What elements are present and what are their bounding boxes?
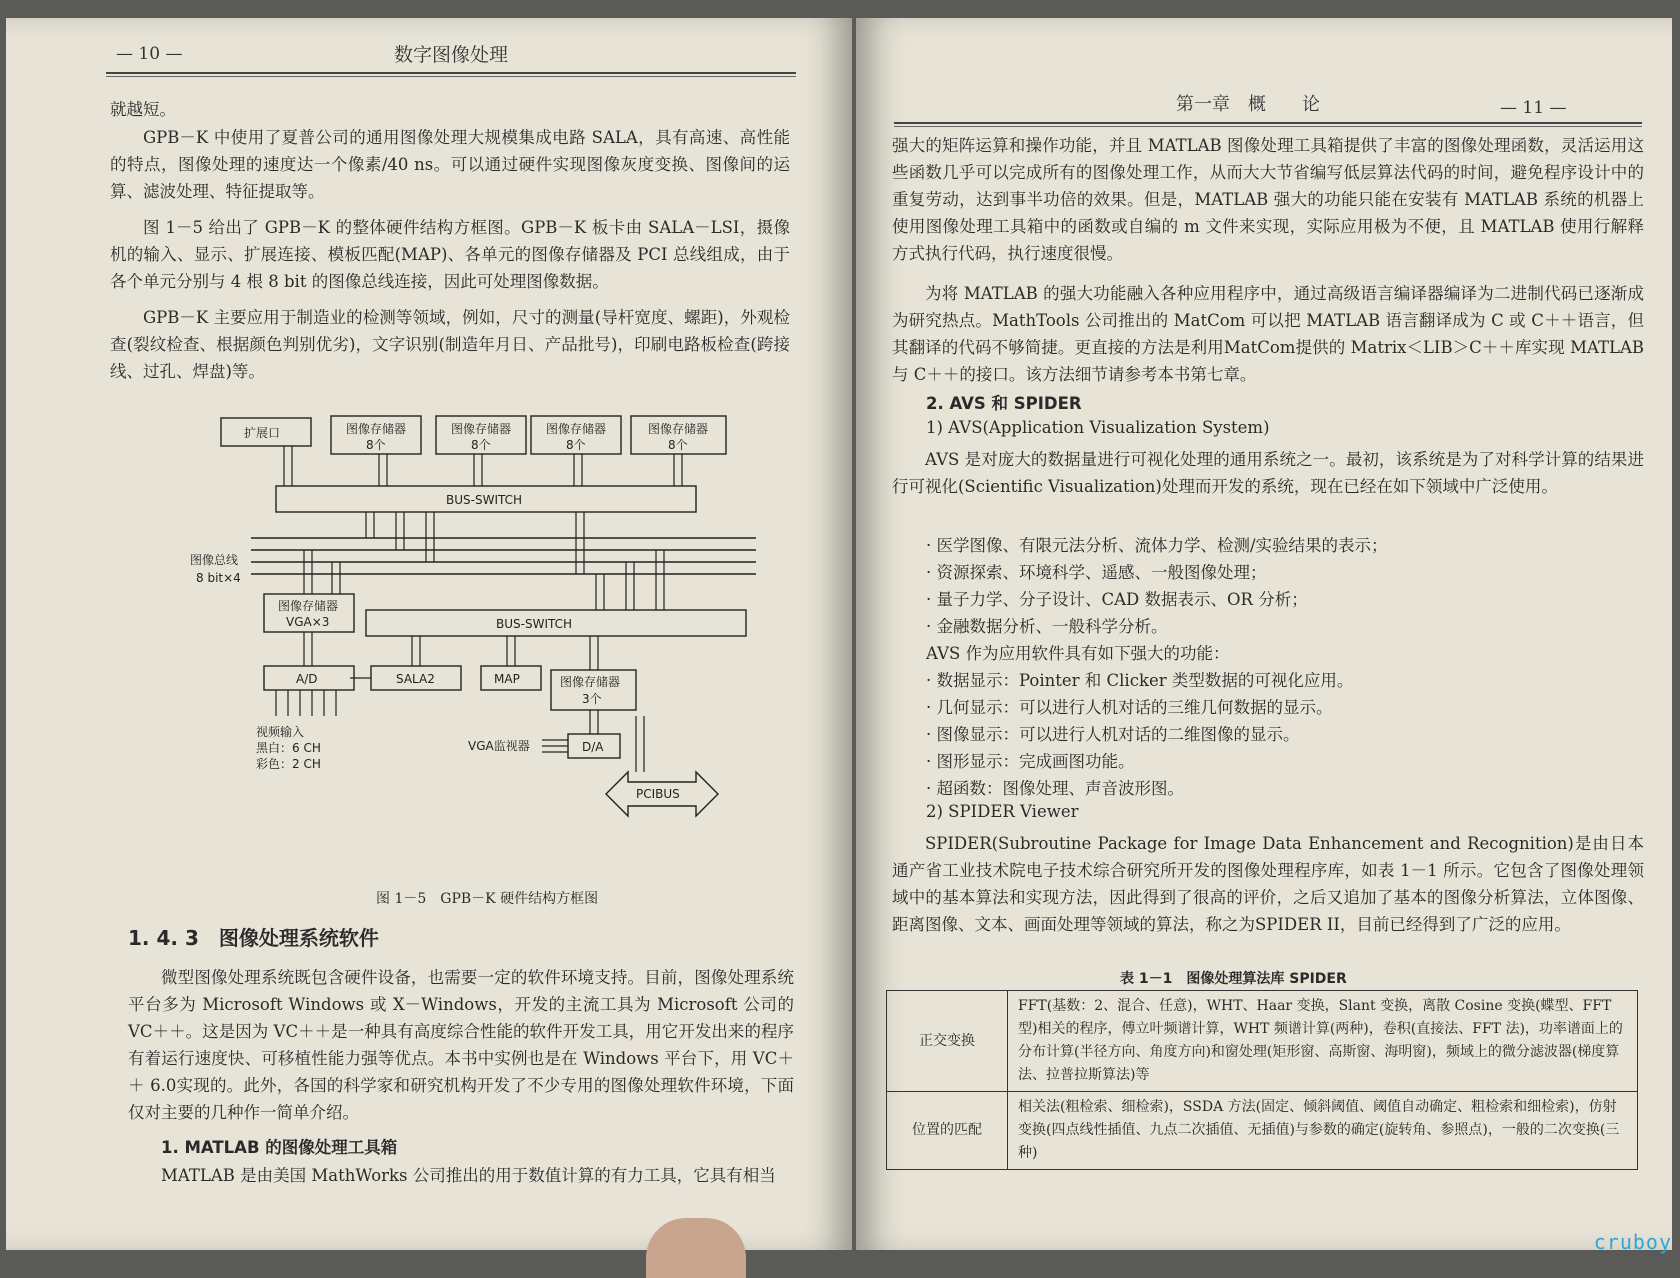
- table-row: [887, 991, 1638, 1092]
- label-bus-switch-2: BUS-SWITCH: [496, 617, 573, 631]
- table-row: [887, 1092, 1638, 1170]
- header-rule-right: [894, 122, 1642, 124]
- paragraph: 为将 MATLAB 的强大功能融入各种应用程序中，通过高级语言编译器编译为二进制代码已逐渐成为研究热点。MathTools 公司推出的 MatCom 可以把 MATLAB 语言翻译成为 C 或 C＋＋语言，但其翻译的代码不够简捷。更直接的方法是利用MatCom提供的 Matrix＜LIB＞C＋＋库实现 MATLAB 与 C＋＋的接口。该方法细节请参考本书第七章。: [892, 284, 1644, 384]
- left-page: [6, 18, 852, 1250]
- label-memory: 图像存储器: [346, 422, 407, 436]
- page-number-right: — 11 —: [1500, 98, 1567, 118]
- section-title: 1. 4. 3 图像处理系统软件: [128, 926, 379, 950]
- label-bw: 黑白：6 CH: [256, 741, 321, 755]
- figure-caption: 图 1－5 GPB－K 硬件结构方框图: [376, 891, 599, 907]
- running-title-left: 数字图像处理: [394, 44, 509, 66]
- avs-use-item: · 金融数据分析、一般科学分析。: [926, 617, 1168, 636]
- avs-function-item: · 几何显示：可以进行人机对话的三维几何数据的显示。: [926, 698, 1333, 717]
- label-vga-monitor: VGA监视器: [468, 739, 530, 753]
- table-cell-content: 相关法(粗检索、细检索)，SSDA 方法(固定、倾斜阈值、阈值自动确定、粗检索和细检索)，仿射变换(四点线性插值、九点二次插值、无插值)与参数的确定(旋转角、参照点)，一般的二次变换(三种): [1008, 1092, 1638, 1170]
- paragraph: 微型图像处理系统既包含硬件设备，也需要一定的软件环境支持。目前，图像处理系统平台多为 Microsoft Windows 或 X－Windows，开发的主流工具为 Microsoft 公司的 VC＋＋。这是因为 VC＋＋是一种具有高度综合性能的软件开发工具，用它开发出来的程序有着运行速度快、可移植性能力强等优点。本书中实例也是在 Windows 平台下，用 VC＋＋ 6.0实现的。此外，各国的科学家和研究机构开发了不少专用的图像处理软件环境，下面仅对主要的几种作一简单介绍。: [128, 968, 794, 1122]
- label-memory: 图像存储器: [451, 422, 512, 436]
- label-pcibus: PCIBUS: [636, 787, 680, 801]
- label-da: D/A: [582, 740, 604, 754]
- label-memory: 图像存储器: [648, 422, 709, 436]
- label-mem3: 图像存储器: [560, 675, 621, 689]
- spider-title: 2) SPIDER Viewer: [926, 802, 1079, 821]
- page-number-left: — 10 —: [116, 44, 183, 64]
- header-rule-right-thin: [894, 126, 1642, 127]
- table-cell-content: FFT(基数：2、混合、任意)，WHT、Haar 变换，Slant 变换，离散 Cosine 变换(蝶型、FFT 型)相关的程序，傅立叶频谱计算，WHT 频谱计算(两种)，卷积(直接法、FFT 法)，功率谱面上的分布计算(半径方向、角度方向)和窗处理(矩形窗、高斯窗、海明窗)，频域上的微分滤波器(梯度算法、拉普拉斯算法)等: [1008, 991, 1638, 1092]
- watermark: cruboy: [1593, 1230, 1672, 1254]
- label-video-in: 视频输入: [256, 725, 305, 739]
- subsection-title: 2. AVS 和 SPIDER: [926, 394, 1082, 413]
- table-caption: 表 1－1 图像处理算法库 SPIDER: [1120, 971, 1347, 987]
- label-vga-count: VGA×3: [286, 615, 330, 629]
- label-image-bus: 图像总线: [190, 553, 239, 567]
- spider-table: [886, 990, 1638, 1170]
- paragraph: AVS 是对庞大的数据量进行可视化处理的通用系统之一。最初，该系统是为了对科学计算的结果进行可视化(Scientific Visualization)处理而开发的系统，现在已经在如下领域中广泛使用。: [892, 450, 1644, 496]
- header-rule-left-thin: [106, 76, 796, 77]
- hardware-block-diagram: [190, 416, 796, 896]
- paragraph: GPB－K 主要应用于制造业的检测等领域，例如，尺寸的测量(导杆宽度、螺距)，外观检查(裂纹检查、根据颜色判别优劣)，文字识别(制造年月日、产品批号)，印刷电路板检查(跨接线、过孔、焊盘)等。: [110, 308, 790, 381]
- label-count: 8个: [668, 438, 688, 452]
- avs-function-item: · 图形显示：完成画图功能。: [926, 752, 1135, 771]
- running-title-right: 第一章 概 论: [1176, 94, 1320, 115]
- avs-functions-intro: AVS 作为应用软件具有如下强大的功能：: [926, 644, 1230, 663]
- label-sala2: SALA2: [396, 672, 435, 686]
- header-rule-left: [106, 72, 796, 74]
- paragraph: 强大的矩阵运算和操作功能，并且 MATLAB 图像处理工具箱提供了丰富的图像处理函数，灵活运用这些函数几乎可以完成所有的图像处理工作，从而大大节省编写低层算法代码的时间，避免程序设计中的重复劳动，达到事半功倍的效果。但是，MATLAB 强大的功能只能在安装有 MATLAB 系统的机器上使用图像处理工具箱中的函数或自编的 m 文件来实现，实际应用极为不便，且 MATLAB 使用行解释方式执行代码，执行速度很慢。: [892, 136, 1644, 263]
- avs-use-item: · 量子力学、分子设计、CAD 数据表示、OR 分析；: [926, 590, 1308, 609]
- label-count: 8个: [566, 438, 586, 452]
- label-ad: A/D: [296, 672, 318, 686]
- label-count: 8个: [471, 438, 491, 452]
- avs-title: 1) AVS(Application Visualization System): [926, 418, 1270, 437]
- paragraph-last-line: MATLAB 是由美国 MathWorks 公司推出的用于数值计算的有力工具，它具有相当: [161, 1166, 776, 1185]
- avs-function-item: · 图像显示：可以进行人机对话的二维图像的显示。: [926, 725, 1300, 744]
- finger-shadow: [646, 1218, 746, 1278]
- paragraph: 图 1－5 给出了 GPB－K 的整体硬件结构方框图。GPB－K 板卡由 SALA－LSI，摄像机的输入、显示、扩展连接、模板匹配(MAP)、各单元的图像存储器及 PCI 总线组成，由于各个单元分别与 4 根 8 bit 的图像总线连接，因此可处理图像数据。: [110, 218, 790, 291]
- label-count: 8个: [366, 438, 386, 452]
- avs-function-item: · 数据显示：Pointer 和 Clicker 类型数据的可视化应用。: [926, 671, 1354, 690]
- paragraph: GPB－K 中使用了夏普公司的通用图像处理大规模集成电路 SALA，具有高速、高性能的特点，图像处理的速度达一个像素/40 ns。可以通过硬件实现图像灰度变换、图像间的运算、滤波处理、特征提取等。: [110, 128, 790, 201]
- paragraph: SPIDER(Subroutine Package for Image Data Enhancement and Recognition)是由日本通产省工业技术院电子技术综合研究所开发的图像处理程序库，如表 1－1 所示。它包含了图像处理领域中的基本算法和实现方法，因此得到了很高的评价，之后又追加了基本的图像分析算法，立体图像、距离图像、文本、画面处理等领域的算法，称之为SPIDER II，目前已经得到了广泛的应用。: [892, 834, 1644, 934]
- label-bus-switch: BUS-SWITCH: [446, 493, 523, 507]
- label-mem-vga: 图像存储器: [278, 599, 339, 613]
- label-memory: 图像存储器: [546, 422, 607, 436]
- table-cell-category: 位置的匹配: [887, 1092, 1008, 1170]
- label-color: 彩色：2 CH: [256, 757, 321, 771]
- avs-use-item: · 医学图像、有限元法分析、流体力学、检测/实验结果的表示；: [926, 536, 1388, 555]
- avs-use-item: · 资源探索、环境科学、遥感、一般图像处理；: [926, 563, 1267, 582]
- right-page: [856, 18, 1672, 1250]
- avs-function-item: · 超函数：图像处理、声音波形图。: [926, 779, 1184, 798]
- label-image-bus-width: 8 bit×4: [196, 571, 241, 585]
- table-cell-category: 正交变换: [887, 991, 1008, 1092]
- label-expansion: 扩展口: [244, 426, 281, 440]
- label-map: MAP: [494, 672, 520, 686]
- subsection-title: 1. MATLAB 的图像处理工具箱: [161, 1138, 398, 1157]
- paragraph: 就越短。: [110, 100, 176, 119]
- label-mem3-count: 3个: [582, 692, 602, 706]
